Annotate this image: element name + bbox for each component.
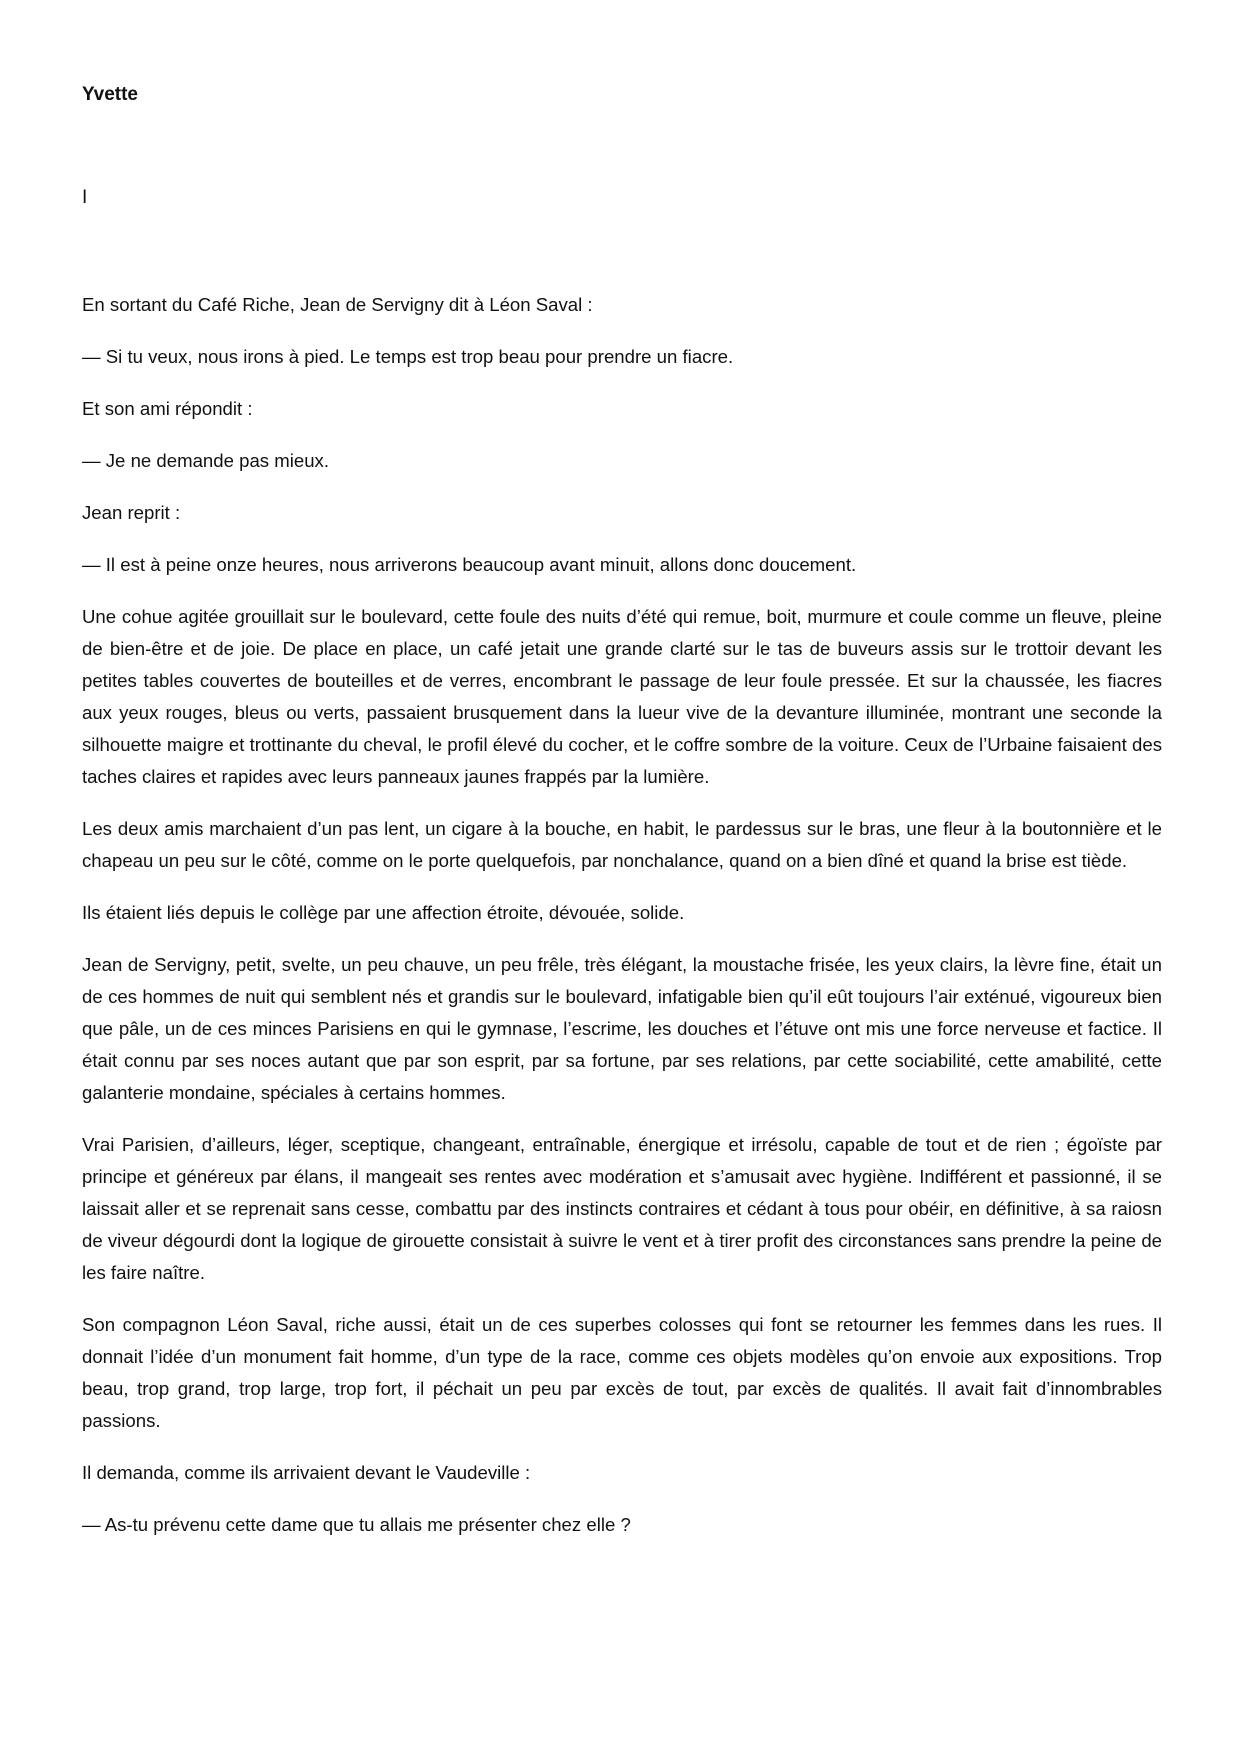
paragraph: Ils étaient liés depuis le collège par une affection étroite, dévouée, solide. [82, 902, 685, 923]
paragraph: — As-tu prévenu cette dame que tu allais me présenter chez elle ? [82, 1514, 631, 1535]
paragraph: — Si tu veux, nous irons à pied. Le temps est trop beau pour prendre un fiacre. [82, 346, 734, 367]
document-title: Yvette [82, 84, 138, 105]
document-body [82, 289, 1162, 1561]
paragraph: Les deux amis marchaient d’un pas lent, un cigare à la bouche, en habit, le pardessus sur le bras, une fleur à la boutonnière et le chapeau un peu sur le côté, comme on le porte quelquefois, par nonchalance, quand on a bien dîné et quand la brise est tiède. [82, 818, 1162, 871]
paragraph: Une cohue agitée grouillait sur le boulevard, cette foule des nuits d’été qui remue, boit, murmure et coule comme un fleuve, pleine de bien-être et de joie. De place en place, un café jetait une grande clarté sur le tas de buveurs assis sur le trottoir devant les petites tables couvertes de bouteilles et de verres, encombrant le passage de leur foule pressée. Et sur la chaussée, les fiacres aux yeux rouges, bleus ou verts, passaient brusquement dans la lueur vive de la devanture illuminée, montrant une seconde la silhouette maigre et trottinante du cheval, le profil élevé du cocher, et le coffre sombre de la voiture. Ceux de l’Urbaine faisaient des taches claires et rapides avec leurs panneaux jaunes frappés par la lumière. [82, 606, 1162, 787]
paragraph: Il demanda, comme ils arrivaient devant le Vaudeville : [82, 1462, 531, 1483]
paragraph: Jean de Servigny, petit, svelte, un peu chauve, un peu frêle, très élégant, la moustache frisée, les yeux clairs, la lèvre fine, était un de ces hommes de nuit qui semblent nés et grandis sur le boulevard, infatigable bien qu’il eût toujours l’air exténué, vigoureux bien que pâle, un de ces minces Parisiens en qui le gymnase, l’escrime, les douches et l’étuve ont mis une force nerveuse et factice. Il était connu par ses noces autant que par son esprit, par sa fortune, par ses relations, par cette sociabilité, cette amabilité, cette galanterie mondaine, spéciales à certains hommes. [82, 954, 1162, 1103]
paragraph: Son compagnon Léon Saval, riche aussi, était un de ces superbes colosses qui font se retourner les femmes dans les rues. Il donnait l’idée d’un monument fait homme, d’un type de la race, comme ces objets modèles qu’on envoie aux expositions. Trop beau, trop grand, trop large, trop fort, il péchait un peu par excès de tout, par excès de qualités. Il avait fait d’innombrables passions. [82, 1314, 1162, 1431]
paragraph: Vrai Parisien, d’ailleurs, léger, sceptique, changeant, entraînable, énergique et irrésolu, capable de tout et de rien ; égoïste par principe et généreux par élans, il mangeait ses rentes avec modération et s’amusait avec hygiène. Indifférent et passionné, il se laissait aller et se reprenait sans cesse, combattu par des instincts contraires et cédant à tous pour obéir, en définitive, à sa raiosn de viveur dégourdi dont la logique de girouette consistait à suivre le vent et à tirer profit des circonstances sans prendre la peine de les faire naître. [82, 1134, 1162, 1283]
paragraph: En sortant du Café Riche, Jean de Servigny dit à Léon Saval : [82, 294, 593, 315]
paragraph: — Je ne demande pas mieux. [82, 450, 330, 471]
paragraph: Et son ami répondit : [82, 398, 253, 419]
paragraph: — Il est à peine onze heures, nous arriverons beaucoup avant minuit, allons donc doucement. [82, 554, 857, 575]
paragraph: Jean reprit : [82, 502, 181, 523]
chapter-number: I [82, 187, 88, 208]
